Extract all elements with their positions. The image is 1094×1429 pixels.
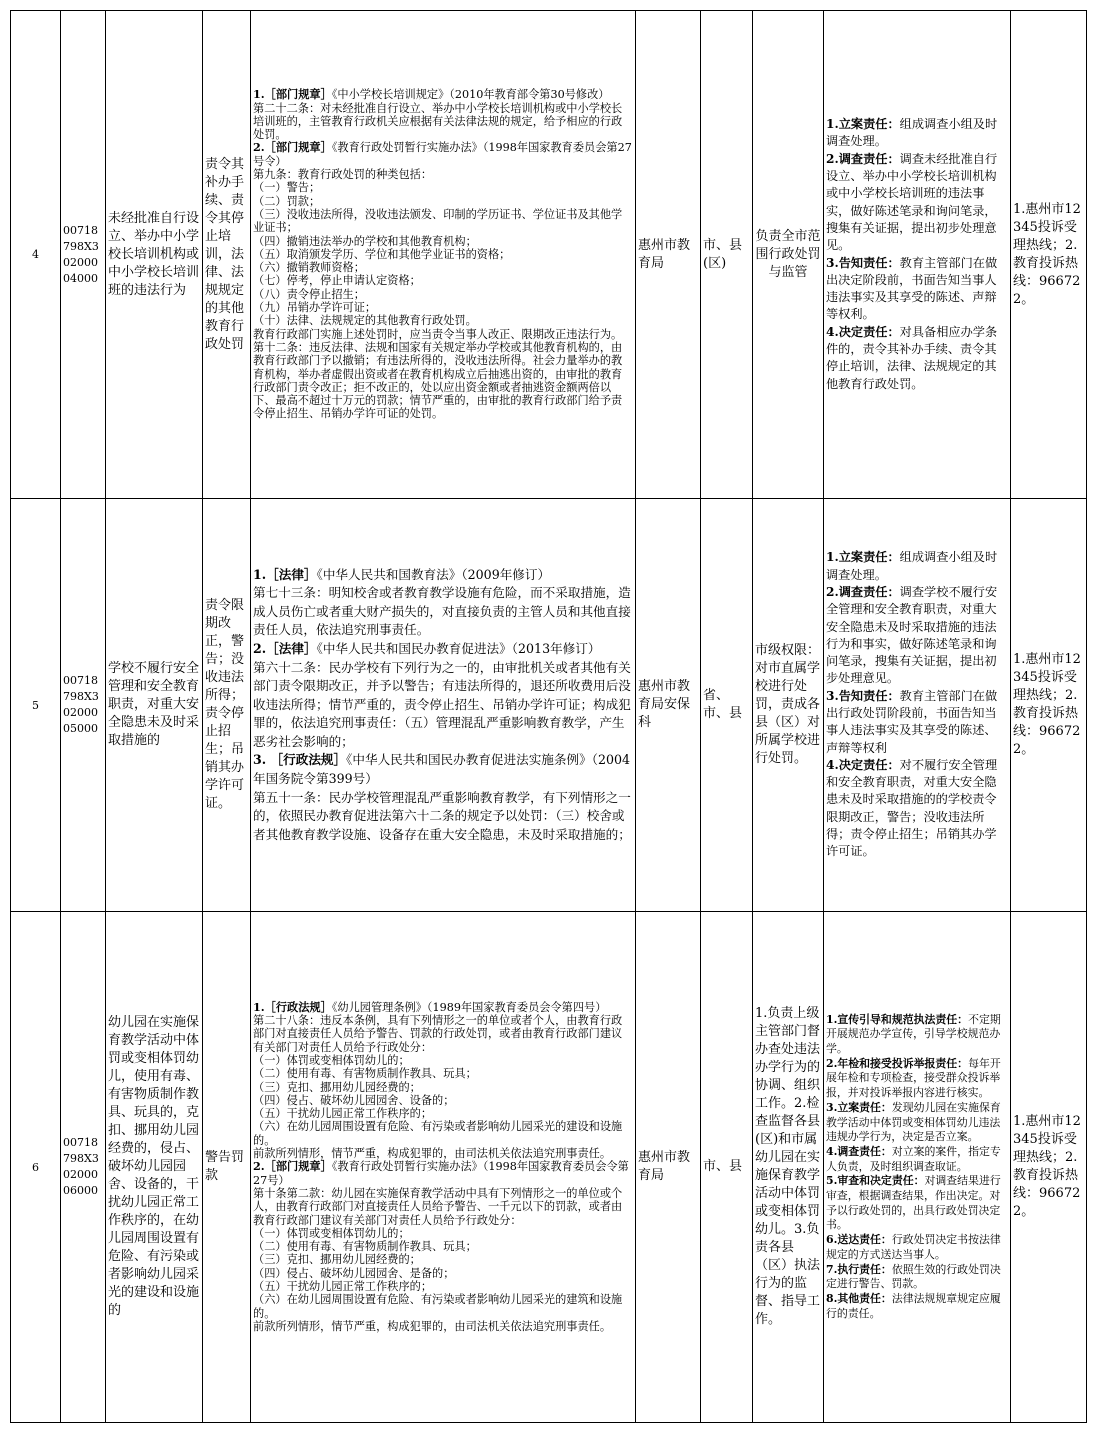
basis-paragraph: （六）撤销教师资格； (253, 261, 365, 275)
responsibility-item (826, 1292, 1008, 1321)
responsibility-item (826, 1174, 1008, 1233)
responsibility-text: 不定期开展规范办学宣传，引导学校规范办学。 (826, 1012, 1001, 1056)
basis-paragraph: （二）使用有毒、有害物质制作教具、玩具； (253, 1067, 477, 1081)
responsibility-text: 教育主管部门在做出行政处罚阶段前，书面告知当事人违法事实及其享受的陈述、声辩等权利 (826, 688, 998, 755)
basis-paragraph: （五）干扰幼儿园正常工作秩序的； (253, 1280, 433, 1294)
basis-heading: 2.［部门规章］ (253, 1159, 332, 1174)
basis-heading: 1.［法律］ (253, 566, 317, 582)
item-code: 00718798X30200006000 (61, 912, 106, 1423)
basis-paragraph: （六）在幼儿园周围设置有危险、有污染或者影响幼儿园采光的建设和设施的。 (253, 1120, 623, 1147)
responsibility-item (826, 1263, 1008, 1292)
basis-text: 《教育行政处罚暂行实施办法》（1998年国家教育委员会令第27号） (253, 1160, 629, 1187)
item-name: 学校不履行安全管理和安全教育职责，对重大安全隐患未及时采取措施的 (106, 499, 203, 912)
responsibility-item (826, 688, 1008, 757)
responsibility-text: 组成调查小组及时调查处理。 (826, 117, 998, 149)
item-number: 4 (11, 11, 61, 499)
responsibility-label: 1.宣传引导和规范执法责任： (826, 1012, 969, 1026)
responsibility-item (826, 1013, 1008, 1057)
basis-heading: 3. ［行政法规］ (253, 752, 347, 768)
responsibility-item (826, 1057, 1008, 1101)
responsibility-text: 对立案的案件，指定专人负责，及时组织调查取证。 (826, 1144, 1001, 1173)
responsibility-text: 调查学校不履行安全管理和安全教育职责，对重大安全隐患未及时采取措施的违法行为和事实，做好陈述笔录和询问笔录，搜集有关证据，提出初步处理意见。 (826, 584, 998, 686)
basis-text: 《中小学校长培训规定》（2010年教育部令第30号修改） (331, 88, 610, 102)
basis-paragraph: （一）警告； (253, 181, 321, 195)
basis-paragraph (253, 1001, 633, 1014)
basis-text: 《中华人民共和国民办教育促进法》（2013年修订） (316, 640, 601, 656)
basis-text: 《教育行政处罚暂行实施办法》（1998年国家教育委员会第27号令） (253, 141, 632, 168)
responsibility-label: 4.调查责任： (826, 1144, 892, 1158)
responsibility-label: 5.审查和决定责任： (826, 1174, 925, 1188)
responsibility-label: 4.决定责任： (826, 757, 900, 772)
basis-paragraph: 第五十一条：民办学校管理混乱严重影响教育教学，有下列情形之一的，依照民办教育促进法第六十二条的规定予以处罚：（三）校舍或者其他教育教学设施、设备存在重大安全隐患，未及时采取措施的； (253, 789, 631, 842)
implementing-department: 惠州市教育局安保科 (636, 499, 701, 912)
responsibility-text: 行政处罚决定书按法律规定的方式送达当事人。 (826, 1233, 1001, 1261)
responsibility-label: 8.其他责任： (826, 1291, 892, 1305)
item-number: 5 (11, 499, 61, 912)
responsibility-label: 4.决定责任： (826, 324, 900, 339)
responsibility-text: 对具备相应办学条件的，责令其补办手续、责令其停止培训，法律、法规规定的其他教育行政处罚。 (826, 324, 998, 391)
responsibility-item (826, 1145, 1008, 1174)
responsibility-text: 依照生效的行政处罚决定进行警告、罚款。 (826, 1262, 1001, 1291)
basis-paragraph: 第十条第二款：幼儿园在实施保育教学活动中具有下列情形之一的单位或个人，由教育行政部门对直接责任人员给予警告、一千元以下的罚款，或者由教育行政部门建议有关部门对责任人员给予行政处分： (253, 1186, 623, 1227)
responsibility-label: 2.年检和接受投诉举报责任： (826, 1056, 969, 1070)
basis-heading: 1.［行政法规］ (253, 999, 332, 1014)
responsibility-item (826, 151, 1008, 255)
basis-heading: 2.［法律］ (253, 640, 317, 656)
legal-basis (251, 912, 636, 1423)
basis-paragraph: （四）侵占、破坏幼儿园园舍、是备的； (253, 1266, 455, 1280)
basis-paragraph (253, 1160, 633, 1187)
implementing-department: 惠州市教育局 (636, 11, 701, 499)
basis-paragraph: 第九条：教育行政处罚的种类包括： (253, 168, 433, 182)
responsibility-label: 2.调查责任： (826, 584, 900, 599)
basis-paragraph: 第十二条：违反法律、法规和国家有关规定举办学校或其他教育机构的，由教育行政部门予以撤销；有违法所得的，没收违法所得。社会力量举办的教育机构，举办者虚假出资或者在教育机构成立后抽逃出资的，由审批的教育行政部门责令改正；拒不改正的，处以应出资金额或者抽逃资金额两倍以下、最高不超过十万元的罚款；情节严重的，由审批的教育行政部门给予责令停止招生、吊销办学许可证的处罚。 (253, 340, 623, 421)
basis-paragraph: （四）撤销违法举办的学校和其他教育机构； (253, 234, 477, 248)
basis-paragraph: 教育行政部门实施上述处罚时，应当责令当事人改正、限期改正违法行为。 (253, 327, 623, 341)
responsibility-item (826, 1233, 1008, 1262)
responsibility-item (826, 255, 1008, 324)
complaint-channels: 1.惠州市12345投诉受理热线；2.教育投诉热线：966722。 (1011, 912, 1087, 1423)
penalty-items-table (10, 10, 1087, 1423)
basis-heading: 1.［部门规章］ (253, 87, 332, 102)
penalty-type: 责令限期改正，警告；没收违法所得；责令停止招生；吊销其办学许可证。 (203, 499, 251, 912)
complaint-channels: 1.惠州市12345投诉受理热线；2.教育投诉热线：966722。 (1011, 11, 1087, 499)
basis-paragraph: 第六十二条：民办学校有下列行为之一的，由审批机关或者其他有关部门责令限期改正，并予以警告；有违法所得的，退还所收费用后没收违法所得；情节严重的，责令停止招生、吊销办学许可证；构成犯罪的，依法追究刑事责任：（五）管理混乱严重影响教育教学，产生恶劣社会影响的； (253, 659, 631, 749)
basis-paragraph: （四）侵占、破坏幼儿园园舍、设备的； (253, 1093, 455, 1107)
basis-paragraph: （六）在幼儿园周围设置有危险、有污染或者影响幼儿园采光的建筑和设施的。 (253, 1293, 623, 1320)
basis-text: 《中华人民共和国教育法》（2009年修订） (316, 566, 551, 582)
administrative-level: 省、市、县 (701, 499, 753, 912)
basis-paragraph: （一）体罚或变相体罚幼儿的； (253, 1053, 410, 1067)
responsibility-text: 教育主管部门在做出决定阶段前，书面告知当事人违法事实及其享受的陈述、声辩等权利。 (826, 255, 998, 322)
basis-paragraph: （十）法律、法规规定的其他教育行政处罚。 (253, 314, 477, 328)
basis-paragraph (253, 640, 633, 659)
responsibility-label: 1.立案责任： (826, 117, 900, 132)
responsibility-item (826, 1101, 1008, 1145)
basis-paragraph: 第二十八条：违反本条例，具有下列情形之一的单位或者个人，由教育行政部门对直接责任人员给予警告、罚款的行政处罚，或者由教育行政部门建议有关部门对责任人员给予行政处分： (253, 1014, 623, 1054)
complaint-channels: 1.惠州市12345投诉受理热线；2.教育投诉热线：966722。 (1011, 499, 1087, 912)
responsibility-label: 7.执行责任： (826, 1262, 892, 1276)
basis-paragraph: 前款所列情形，情节严重，构成犯罪的，由司法机关依法追究刑事责任。 (253, 1319, 612, 1333)
responsibility-item (826, 549, 1008, 584)
item-number: 6 (11, 912, 61, 1423)
item-name: 幼儿园在实施保育教学活动中体罚或变相体罚幼儿，使用有毒、有害物质制作教具、玩具的，克扣、挪用幼儿园经费的，侵占、破坏幼儿园园舍、设备的，干扰幼儿园正常工作秩序的，在幼儿园周围设置有危险、有污染或者影响幼儿园采光的建设和设施的 (106, 912, 203, 1423)
responsibility-label: 3.告知责任： (826, 688, 900, 703)
responsibility-text: 法律法规规章规定应履行的责任。 (826, 1291, 1001, 1320)
table-row (11, 11, 1087, 499)
table-row (11, 912, 1087, 1423)
responsibility-text: 发现幼儿园在实施保育教学活动中体罚或变相体罚幼儿违法违规办学行为，决定是否立案。 (826, 1100, 1001, 1144)
basis-paragraph (253, 566, 633, 585)
basis-paragraph: （一）体罚或变相体罚幼儿的； (253, 1226, 410, 1240)
responsibility-list (824, 11, 1011, 499)
legal-basis (251, 499, 636, 912)
basis-paragraph (253, 88, 633, 101)
responsibility-text: 对调查结果进行审查，根据调查结果，作出决定。对予以行政处罚的，出具行政处罚决定书。 (826, 1174, 1001, 1232)
responsibility-label: 3.告知责任： (826, 255, 900, 270)
implementing-department: 惠州市教育局 (636, 912, 701, 1423)
responsibility-item (826, 757, 1008, 861)
responsibility-text: 调查未经批准自行设立、举办中小学校长培训机构或中小学校长培训班的违法事实，做好陈述笔录和询问笔录，搜集有关证据，提出初步处理意见。 (826, 151, 998, 253)
item-code: 00718798X302000 04000 (61, 11, 106, 499)
basis-paragraph: （五）干扰幼儿园正常工作秩序的； (253, 1107, 433, 1121)
responsibility-label: 2.调查责任： (826, 151, 900, 166)
responsibility-item (826, 584, 1008, 688)
penalty-type: 责令其补办手续、责令其停止培训，法律、法规规定的其他教育行政处罚 (203, 11, 251, 499)
responsibility-label: 3.立案责任： (826, 1100, 892, 1114)
item-code: 00718798X30200005000 (61, 499, 106, 912)
basis-paragraph: 第二十二条：对未经批准自行设立、举办中小学校长培训机构或中小学校长培训班的，主管教育行政机关应根据有关法律法规的规定，给予相应的行政处罚。 (253, 101, 623, 142)
item-name: 未经批准自行设立、举办中小学校长培训机构或中小学校长培训班的违法行为 (106, 11, 203, 499)
basis-paragraph: （三）克扣、挪用幼儿园经费的； (253, 1080, 421, 1094)
responsibility-text: 组成调查小组及时调查处理。 (826, 550, 998, 582)
jurisdiction-scope: 市级权限：对市直属学校进行处罚，责成各县（区）对所属学校进行处罚。 (753, 499, 824, 912)
basis-paragraph (253, 751, 633, 788)
basis-paragraph: 第七十三条：明知校舍或者教育教学设施有危险，而不采取措施，造成人员伤亡或者重大财产损失的，对直接负责的主管人员和其他直接责任人员，依法追究刑事责任。 (253, 585, 631, 638)
basis-paragraph: （三）没收违法所得，没收违法颁发、印制的学历证书、学位证书及其他学业证书； (253, 207, 623, 235)
basis-heading: 2.［部门规章］ (253, 140, 332, 155)
basis-paragraph: （五）取消颁发学历、学位和其他学业证书的资格； (253, 247, 511, 261)
basis-text: 《幼儿园管理条例》（1989年国家教育委员会令第四号） (331, 1000, 607, 1014)
responsibility-label: 1.立案责任： (826, 550, 900, 565)
table-row (11, 499, 1087, 912)
basis-paragraph: （九）吊销办学许可证； (253, 301, 377, 315)
jurisdiction-scope: 1.负责上级主管部门督办查处违法办学行为的协调、组织工作。2.检查监督各县(区)和市属幼儿园在实施保育教学活动中体罚或变相体罚幼儿。3.负责各县（区）执法行为的监督、指导工作。 (753, 912, 824, 1423)
jurisdiction-scope: 负责全市范围行政处罚与监管 (753, 11, 824, 499)
responsibility-item (826, 324, 1008, 393)
basis-paragraph: （七）停考，停止申请认定资格； (253, 274, 421, 288)
basis-paragraph: 前款所列情形，情节严重，构成犯罪的，由司法机关依法追究刑事责任。 (253, 1147, 612, 1161)
basis-paragraph: （八）责令停止招生； (253, 287, 365, 301)
basis-paragraph: （二）罚款； (253, 194, 321, 208)
responsibility-text: 每年开展年检和专项检查，接受群众投诉举报，并对投诉举报内容进行核实。 (826, 1056, 1001, 1100)
administrative-level: 市、县(区) (701, 11, 753, 499)
responsibility-text: 对不履行安全管理和安全教育职责，对重大安全隐患未及时采取措施的的学校责令限期改正，警告；没收违法所得；责令停止招生；吊销其办学许可证。 (826, 757, 998, 859)
responsibility-list (824, 912, 1011, 1423)
basis-paragraph: （二）使用有毒、有害物质制作教具、玩具； (253, 1240, 477, 1254)
basis-paragraph (253, 141, 633, 168)
basis-text: 《中华人民共和国民办教育促进法实施条例》（2004年国务院令第399号） (253, 752, 631, 787)
responsibility-list (824, 499, 1011, 912)
administrative-level: 市、县 (701, 912, 753, 1423)
responsibility-label: 6.送达责任： (826, 1233, 892, 1247)
basis-paragraph: （三）克扣、挪用幼儿园经费的； (253, 1253, 421, 1267)
legal-basis (251, 11, 636, 499)
responsibility-item (826, 116, 1008, 151)
penalty-type: 警告罚款 (203, 912, 251, 1423)
